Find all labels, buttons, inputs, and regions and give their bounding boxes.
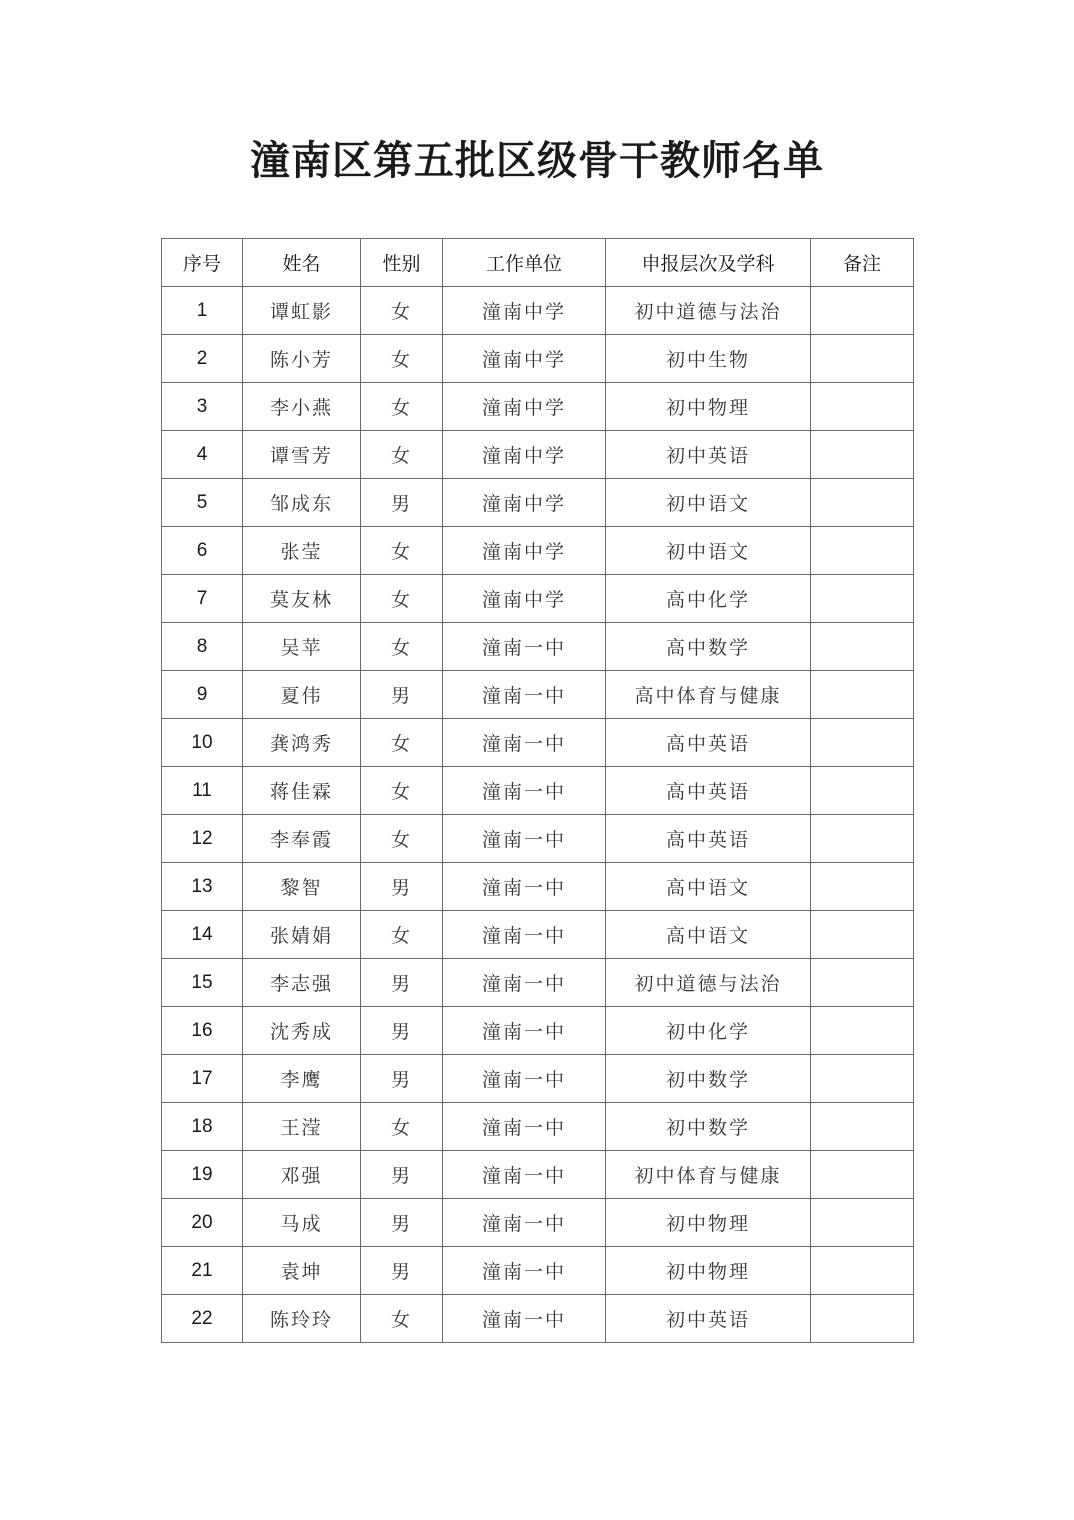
- cell-number: 11: [162, 767, 243, 815]
- cell-workplace: 潼南一中: [443, 959, 606, 1007]
- cell-level-subject: 初中英语: [606, 431, 811, 479]
- cell-number: 5: [162, 479, 243, 527]
- cell-name: 马成: [243, 1199, 361, 1247]
- cell-remarks: [811, 575, 914, 623]
- cell-workplace: 潼南一中: [443, 1295, 606, 1343]
- cell-level-subject: 高中英语: [606, 767, 811, 815]
- cell-number: 4: [162, 431, 243, 479]
- cell-level-subject: 初中化学: [606, 1007, 811, 1055]
- cell-remarks: [811, 383, 914, 431]
- cell-number: 1: [162, 287, 243, 335]
- cell-number: 21: [162, 1247, 243, 1295]
- cell-level-subject: 初中英语: [606, 1295, 811, 1343]
- column-header-remarks: 备注: [811, 239, 914, 287]
- cell-level-subject: 初中物理: [606, 1199, 811, 1247]
- cell-gender: 女: [361, 911, 443, 959]
- cell-remarks: [811, 1247, 914, 1295]
- cell-remarks: [811, 527, 914, 575]
- cell-gender: 女: [361, 767, 443, 815]
- cell-name: 王滢: [243, 1103, 361, 1151]
- cell-gender: 男: [361, 1247, 443, 1295]
- table-row: [162, 863, 914, 911]
- cell-number: 10: [162, 719, 243, 767]
- cell-gender: 男: [361, 1007, 443, 1055]
- cell-gender: 男: [361, 671, 443, 719]
- cell-workplace: 潼南中学: [443, 431, 606, 479]
- cell-level-subject: 高中数学: [606, 623, 811, 671]
- cell-level-subject: 高中化学: [606, 575, 811, 623]
- cell-workplace: 潼南中学: [443, 527, 606, 575]
- cell-remarks: [811, 431, 914, 479]
- cell-name: 张婧娟: [243, 911, 361, 959]
- cell-number: 19: [162, 1151, 243, 1199]
- table-row: [162, 1007, 914, 1055]
- cell-workplace: 潼南一中: [443, 863, 606, 911]
- cell-gender: 男: [361, 863, 443, 911]
- cell-name: 李鹰: [243, 1055, 361, 1103]
- cell-gender: 女: [361, 719, 443, 767]
- table-row: [162, 335, 914, 383]
- cell-workplace: 潼南一中: [443, 1007, 606, 1055]
- cell-workplace: 潼南一中: [443, 767, 606, 815]
- cell-workplace: 潼南中学: [443, 287, 606, 335]
- column-header-number: 序号: [162, 239, 243, 287]
- cell-workplace: 潼南中学: [443, 335, 606, 383]
- column-header-workplace: 工作单位: [443, 239, 606, 287]
- table-row: [162, 671, 914, 719]
- table-row: [162, 1151, 914, 1199]
- teacher-roster-table: [161, 238, 914, 1343]
- cell-name: 邹成东: [243, 479, 361, 527]
- cell-remarks: [811, 863, 914, 911]
- cell-name: 谭虹影: [243, 287, 361, 335]
- cell-number: 20: [162, 1199, 243, 1247]
- cell-number: 12: [162, 815, 243, 863]
- cell-remarks: [811, 1199, 914, 1247]
- cell-name: 陈小芳: [243, 335, 361, 383]
- cell-workplace: 潼南一中: [443, 1247, 606, 1295]
- cell-workplace: 潼南一中: [443, 1055, 606, 1103]
- page-title: 潼南区第五批区级骨干教师名单: [250, 137, 824, 184]
- cell-remarks: [811, 959, 914, 1007]
- cell-remarks: [811, 1007, 914, 1055]
- cell-number: 14: [162, 911, 243, 959]
- table-row: [162, 1295, 914, 1343]
- cell-name: 李志强: [243, 959, 361, 1007]
- cell-name: 谭雪芳: [243, 431, 361, 479]
- cell-workplace: 潼南一中: [443, 815, 606, 863]
- cell-number: 7: [162, 575, 243, 623]
- cell-number: 18: [162, 1103, 243, 1151]
- cell-remarks: [811, 1055, 914, 1103]
- cell-gender: 女: [361, 1103, 443, 1151]
- table-row: [162, 911, 914, 959]
- cell-level-subject: 初中物理: [606, 1247, 811, 1295]
- column-header-name: 姓名: [243, 239, 361, 287]
- cell-name: 黎智: [243, 863, 361, 911]
- cell-remarks: [811, 815, 914, 863]
- cell-remarks: [811, 719, 914, 767]
- cell-workplace: 潼南中学: [443, 575, 606, 623]
- cell-remarks: [811, 287, 914, 335]
- cell-number: 16: [162, 1007, 243, 1055]
- table-body: [162, 287, 914, 1343]
- cell-name: 沈秀成: [243, 1007, 361, 1055]
- table-row: [162, 815, 914, 863]
- table-row: [162, 1199, 914, 1247]
- cell-workplace: 潼南一中: [443, 671, 606, 719]
- cell-level-subject: 高中语文: [606, 911, 811, 959]
- cell-number: 13: [162, 863, 243, 911]
- cell-gender: 女: [361, 575, 443, 623]
- table-row: [162, 287, 914, 335]
- cell-number: 6: [162, 527, 243, 575]
- cell-workplace: 潼南一中: [443, 1151, 606, 1199]
- cell-level-subject: 高中英语: [606, 719, 811, 767]
- cell-gender: 男: [361, 479, 443, 527]
- cell-level-subject: 初中数学: [606, 1055, 811, 1103]
- table-header-row: [162, 239, 914, 287]
- cell-remarks: [811, 1103, 914, 1151]
- cell-gender: 女: [361, 431, 443, 479]
- column-header-level-subject: 申报层次及学科: [606, 239, 811, 287]
- cell-level-subject: 高中语文: [606, 863, 811, 911]
- cell-gender: 女: [361, 527, 443, 575]
- table-row: [162, 383, 914, 431]
- table-row: [162, 431, 914, 479]
- table-row: [162, 767, 914, 815]
- cell-level-subject: 高中英语: [606, 815, 811, 863]
- cell-name: 莫友林: [243, 575, 361, 623]
- cell-number: 3: [162, 383, 243, 431]
- cell-workplace: 潼南中学: [443, 383, 606, 431]
- table-row: [162, 719, 914, 767]
- cell-workplace: 潼南一中: [443, 911, 606, 959]
- cell-level-subject: 初中数学: [606, 1103, 811, 1151]
- cell-name: 张莹: [243, 527, 361, 575]
- cell-gender: 男: [361, 1151, 443, 1199]
- table-row: [162, 623, 914, 671]
- cell-name: 夏伟: [243, 671, 361, 719]
- table-row: [162, 527, 914, 575]
- table-row: [162, 959, 914, 1007]
- table-row: [162, 1247, 914, 1295]
- cell-name: 蒋佳霖: [243, 767, 361, 815]
- table-row: [162, 1103, 914, 1151]
- cell-workplace: 潼南一中: [443, 1199, 606, 1247]
- cell-number: 9: [162, 671, 243, 719]
- cell-number: 2: [162, 335, 243, 383]
- cell-gender: 女: [361, 815, 443, 863]
- cell-workplace: 潼南一中: [443, 1103, 606, 1151]
- cell-level-subject: 初中生物: [606, 335, 811, 383]
- cell-gender: 女: [361, 335, 443, 383]
- column-header-gender: 性别: [361, 239, 443, 287]
- cell-gender: 男: [361, 1199, 443, 1247]
- cell-level-subject: 初中语文: [606, 479, 811, 527]
- cell-level-subject: 初中物理: [606, 383, 811, 431]
- cell-name: 邓强: [243, 1151, 361, 1199]
- cell-level-subject: 高中体育与健康: [606, 671, 811, 719]
- table-row: [162, 575, 914, 623]
- cell-gender: 女: [361, 1295, 443, 1343]
- cell-name: 吴苹: [243, 623, 361, 671]
- cell-number: 15: [162, 959, 243, 1007]
- cell-number: 17: [162, 1055, 243, 1103]
- cell-gender: 男: [361, 1055, 443, 1103]
- cell-remarks: [811, 671, 914, 719]
- cell-number: 8: [162, 623, 243, 671]
- cell-level-subject: 初中道德与法治: [606, 959, 811, 1007]
- cell-gender: 女: [361, 623, 443, 671]
- cell-remarks: [811, 1295, 914, 1343]
- cell-level-subject: 初中道德与法治: [606, 287, 811, 335]
- cell-name: 龚鸿秀: [243, 719, 361, 767]
- cell-remarks: [811, 623, 914, 671]
- cell-name: 李小燕: [243, 383, 361, 431]
- cell-remarks: [811, 767, 914, 815]
- cell-remarks: [811, 479, 914, 527]
- cell-gender: 男: [361, 959, 443, 1007]
- cell-remarks: [811, 1151, 914, 1199]
- cell-level-subject: 初中体育与健康: [606, 1151, 811, 1199]
- cell-remarks: [811, 335, 914, 383]
- cell-name: 袁坤: [243, 1247, 361, 1295]
- cell-remarks: [811, 911, 914, 959]
- cell-gender: 女: [361, 383, 443, 431]
- cell-number: 22: [162, 1295, 243, 1343]
- cell-workplace: 潼南中学: [443, 479, 606, 527]
- cell-name: 李奉霞: [243, 815, 361, 863]
- cell-name: 陈玲玲: [243, 1295, 361, 1343]
- table-row: [162, 1055, 914, 1103]
- cell-gender: 女: [361, 287, 443, 335]
- cell-workplace: 潼南一中: [443, 719, 606, 767]
- table-row: [162, 479, 914, 527]
- cell-level-subject: 初中语文: [606, 527, 811, 575]
- cell-workplace: 潼南一中: [443, 623, 606, 671]
